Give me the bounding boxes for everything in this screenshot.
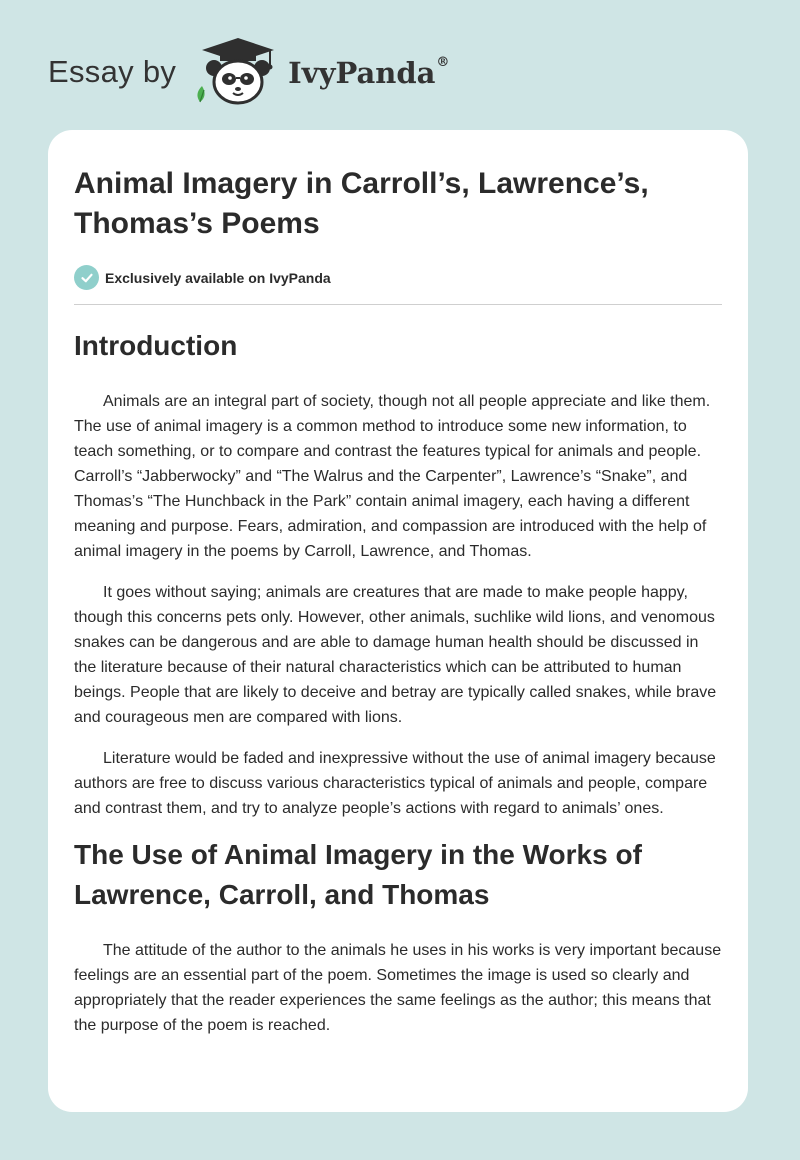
panda-graduate-icon xyxy=(190,36,286,108)
registered-mark: ® xyxy=(436,55,450,71)
exclusive-badge xyxy=(74,265,722,290)
check-circle-icon xyxy=(74,265,99,290)
section-heading-introduction: Introduction xyxy=(74,330,238,361)
paragraph: Animals are an integral part of society, though not all people appreciate and like them. The use of animal imagery is a common method to introduce some new information, to teach something, or to compare and contrast the features typical for animals and people. Carroll’s “Jabberwocky” and “The Walrus and the Carpenter”, Lawrence’s “Snake”, and Thomas’s “The Hunchback in the Park” contain animal imagery, each having a different meaning and purpose. Fears, admiration, and compassion are introduced with the help of animal imagery in the poems by Carroll, Lawrence, and Thomas. xyxy=(74,393,711,560)
essay-by-label: Essay by xyxy=(48,54,177,89)
section-heading-animal-imagery: The Use of Animal Imagery in the Works of Lawrence, Carroll, and Thomas xyxy=(74,839,642,910)
paragraph: It goes without saying; animals are creatures that are made to make people happy, though this concerns pets only. However, other animals, suchlike wild lions, and venomous snakes can be dangerous and are able to damage human health should be discussed in the literature because of their natural characteristics which can be attributed to human beings. People that are likely to deceive and betray are typically called snakes, while brave and courageous men are compared with lions. xyxy=(74,584,717,726)
exclusive-label: Exclusively available on IvyPanda xyxy=(105,269,331,286)
essay-title: Animal Imagery in Carroll’s, Lawrence’s, Thomas’s Poems xyxy=(74,167,649,240)
brand-name[interactable]: IvyPanda® xyxy=(288,55,450,90)
divider xyxy=(74,304,722,305)
essay-card xyxy=(48,130,748,1112)
site-header xyxy=(48,36,449,108)
paragraph: Literature would be faded and inexpressive without the use of animal imagery because authors are free to discuss various characteristics typical of animals and people, compare and contrast them, and try to analyze people’s actions with regard to animals’ ones. xyxy=(74,750,716,817)
paragraph: The attitude of the author to the animals he uses in his works is very important because feelings are an essential part of the poem. Sometimes the image is used so clearly and appropriately that the reader experiences the same feelings as the author; this means that the purpose of the poem is reached. xyxy=(74,942,722,1034)
